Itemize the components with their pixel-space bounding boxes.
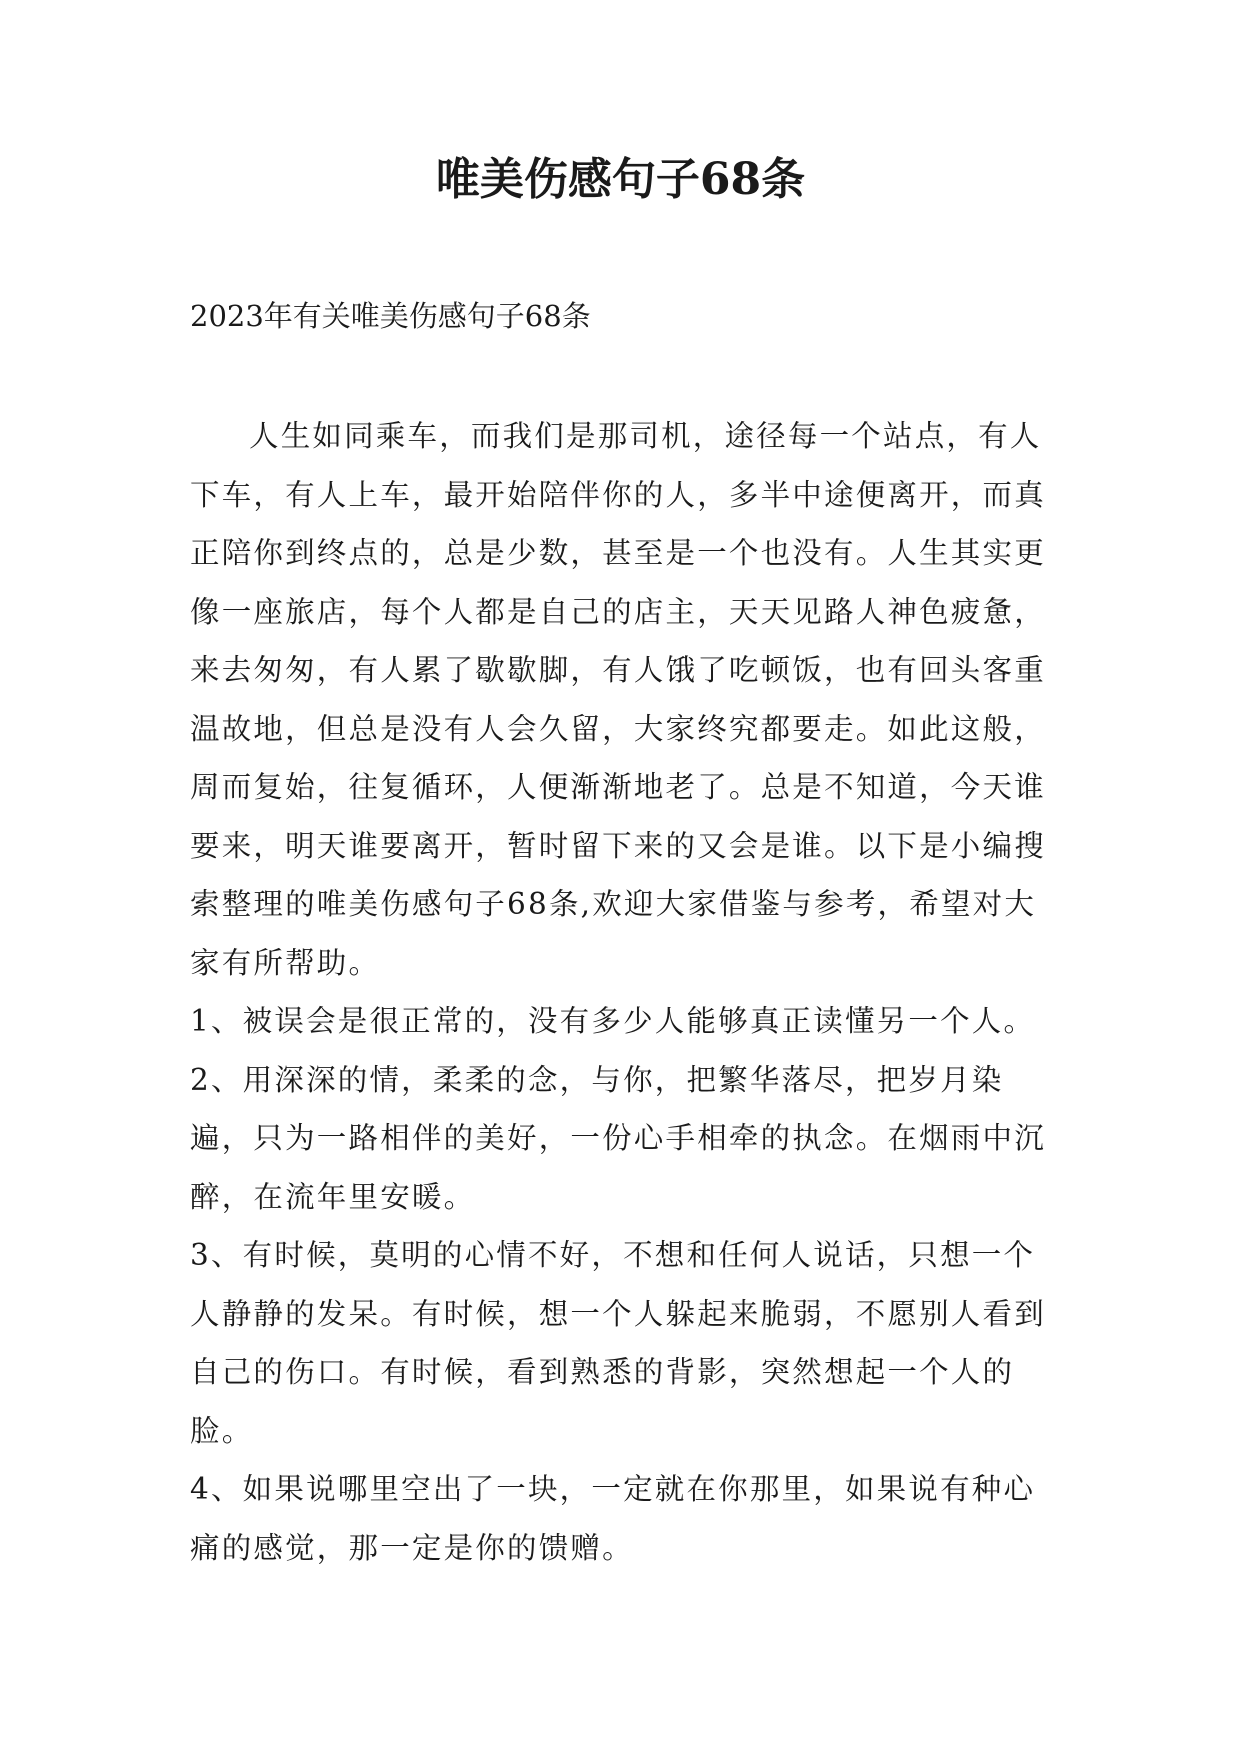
list-item: 1、被误会是很正常的，没有多少人能够真正读懂另一个人。 (190, 1004, 1036, 1038)
list-item: 3、有时候，莫明的心情不好，不想和任何人说话，只想一个人静静的发呆。有时候，想一个人躲起来脆弱，不愿别人看到自己的伤口。有时候，看到熟悉的背影，突然想起一个人的脸。 (190, 1238, 1046, 1448)
list-item: 2、用深深的情，柔柔的念，与你，把繁华落尽，把岁月染遍，只为一路相伴的美好，一份心手相牵的执念。在烟雨中沉醉，在流年里安暖。 (190, 1062, 1046, 1214)
document-title: 唯美伤感句子68条 (435, 154, 806, 205)
intro-paragraph: 人生如同乘车，而我们是那司机，途径每一个站点，有人下车，有人上车，最开始陪伴你的人，多半中途便离开，而真正陪你到终点的，总是少数，甚至是一个也没有。人生其实更像一座旅店，每个人都是自己的店主，天天见路人神色疲惫，来去匆匆，有人累了歇歇脚，有人饿了吃顿饭，也有回头客重温故地，但总是没有人会久留，大家终究都要走。如此这般，周而复始，往复循环，人便渐渐地老了。总是不知道，今天谁要来，明天谁要离开，暂时留下来的又会是谁。以下是小编搜索整理的唯美伤感句子68条,欢迎大家借鉴与参考，希望对大家有所帮助。 (190, 419, 1046, 980)
list-item: 4、如果说哪里空出了一块，一定就在你那里，如果说有种心痛的感觉，那一定是你的馈赠。 (190, 1472, 1036, 1565)
document-subtitle: 2023年有关唯美伤感句子68条 (190, 299, 591, 333)
document-body (190, 407, 1050, 1577)
